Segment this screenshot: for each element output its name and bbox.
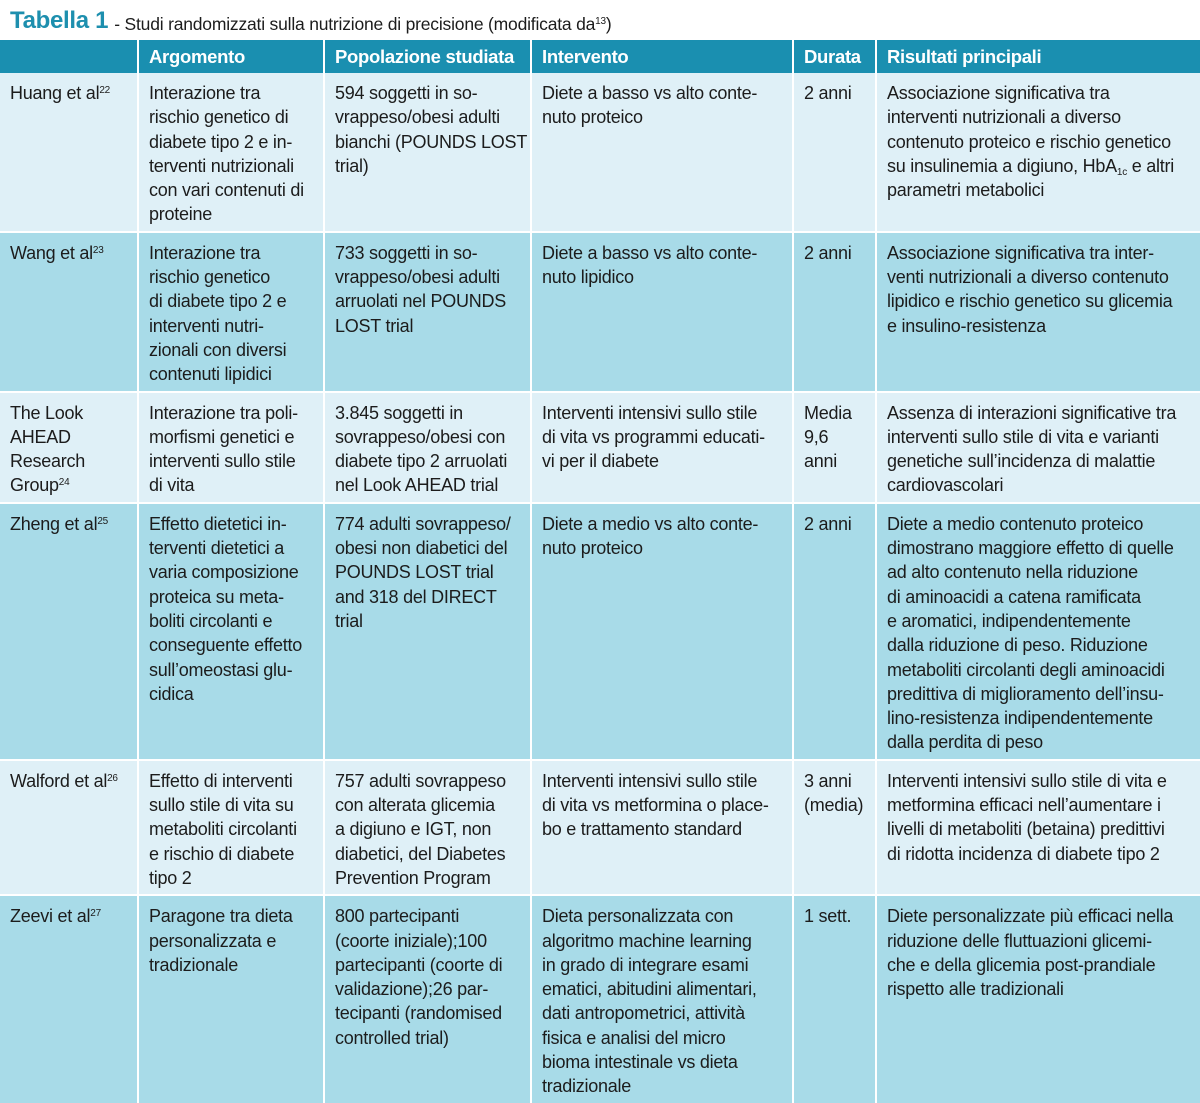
popolazione-line: 774 adulti sovrappeso/ <box>335 513 511 534</box>
risultati-line: su insulinemia a digiuno, HbA$_{1c}$ e altri <box>887 155 1174 178</box>
cell-durata <box>793 232 876 392</box>
popolazione-line: and 318 del DIRECT <box>335 586 497 607</box>
argomento-line: Interazione tra <box>149 242 261 263</box>
risultati-line: contenuto proteico e rischio genetico <box>887 131 1171 152</box>
argomento-line: proteine <box>149 204 213 225</box>
argomento-line: tipo 2 <box>149 867 192 888</box>
popolazione-line: controlled trial) <box>335 1027 449 1048</box>
cell-risultati <box>876 392 1200 503</box>
risultati-line: lipidico e rischio genetico su glicemia <box>887 291 1173 312</box>
risultati-line: dimostrano maggiore effetto di quelle <box>887 538 1174 559</box>
risultati-line: Associazione significativa tra <box>887 83 1110 103</box>
table-row <box>0 73 1200 232</box>
argomento-line: di vita <box>149 475 195 496</box>
intervento-line: di vita vs programmi educati- <box>542 426 765 447</box>
durata-line: 2 anni <box>804 83 852 103</box>
intervento-line: bo e trattamento standard <box>542 819 742 840</box>
study-reference: 25 <box>97 515 108 527</box>
cell-durata <box>793 895 876 1102</box>
cell-intervento <box>531 895 793 1102</box>
intervento-line: Interventi intensivi sullo stile <box>542 402 758 423</box>
cell-popolazione <box>324 73 531 232</box>
risultati-line: parametri metabolici <box>887 180 1045 201</box>
cell-intervento <box>531 73 793 232</box>
risultati-line: dalla perdita di peso <box>887 732 1043 753</box>
study-line: Walford et $al^{26}$ <box>10 770 118 791</box>
popolazione-line: diabetici, del Diabetes <box>335 843 506 864</box>
argomento-line: Effetto dietetici in- <box>149 513 287 534</box>
risultati-line: Interventi intensivi sullo stile di vita e <box>887 770 1167 791</box>
argomento-line: sullo stile di vita su <box>149 795 294 816</box>
header-popolazione: Popolazione studiata <box>324 40 531 73</box>
study-reference: 23 <box>92 244 104 256</box>
intervento-line: ematici, abitudini alimentari, <box>542 979 757 1000</box>
intervento-line: Interventi intensivi sullo stile <box>542 770 758 791</box>
intervento-line: nuto lipidico <box>542 267 634 288</box>
durata-line: 2 anni <box>804 513 852 534</box>
risultati-line: Diete a medio contenuto proteico <box>887 513 1144 534</box>
risultati-line: Associazione significativa tra inter- <box>887 242 1154 263</box>
argomento-line: conseguente effetto <box>149 635 303 656</box>
popolazione-line: trial) <box>335 155 369 176</box>
intervento-line: tradizionale <box>542 1076 632 1097</box>
studies-table <box>0 40 1200 1103</box>
table-row <box>0 760 1200 895</box>
risultati-line: riduzione delle fluttuazioni glicemi- <box>887 930 1152 951</box>
popolazione-line: arruolati nel POUNDS <box>335 291 507 312</box>
intervento-line: vi per il diabete <box>542 451 659 472</box>
cell-intervento <box>531 232 793 392</box>
popolazione-line: 733 soggetti in so- <box>335 242 478 263</box>
header-argomento: Argomento <box>138 40 324 73</box>
intervento-line: Diete a basso vs alto conte- <box>542 242 758 263</box>
intervento-line: dati antropometrici, attività <box>542 1003 745 1024</box>
argomento-line: varia composizione <box>149 562 299 583</box>
cell-risultati <box>876 503 1200 760</box>
cell-durata <box>793 73 876 232</box>
risultati-inline: e altri <box>1126 155 1174 176</box>
cell-popolazione <box>324 760 531 895</box>
risultati-line: metformina efficaci nell’aumentare i <box>887 795 1161 816</box>
argomento-line: morfismi genetici e <box>149 426 295 447</box>
risultati-line: Assenza di interazioni significative tra <box>887 402 1177 423</box>
popolazione-line: nel Look AHEAD trial <box>335 475 499 496</box>
argomento-line: proteica su meta- <box>149 586 284 607</box>
argomento-line: sull’omeostasi glu- <box>149 659 293 680</box>
intervento-line: nuto proteico <box>542 538 643 559</box>
risultati-line: venti nutrizionali a diverso contenuto <box>887 267 1169 288</box>
cell-argomento <box>138 232 324 392</box>
argomento-line: tradizionale <box>149 954 239 975</box>
cell-popolazione <box>324 392 531 503</box>
study-line: Huang et $al^{22}$ <box>10 83 110 103</box>
risultati-line: predittiva di miglioramento dell’insu- <box>887 683 1164 704</box>
study-reference: 22 <box>99 85 110 96</box>
risultati-line: e aromatici, indipendentemente <box>887 610 1131 631</box>
popolazione-line: LOST trial <box>335 315 414 336</box>
popolazione-line: 800 partecipanti <box>335 906 460 927</box>
popolazione-line: Prevention Program <box>335 867 491 888</box>
popolazione-line: diabete tipo 2 arruolati <box>335 451 508 472</box>
intervento-line: nuto proteico <box>542 107 643 128</box>
cell-study <box>0 760 138 895</box>
intervento-line: in grado di integrare esami <box>542 954 749 975</box>
risultati-line: metaboliti circolanti degli aminoacidi <box>887 659 1165 680</box>
study-reference: 27 <box>90 908 101 920</box>
table-label: Tabella 1 <box>10 7 109 34</box>
cell-intervento <box>531 503 793 760</box>
argomento-line: Interazione tra poli- <box>149 402 298 423</box>
intervento-line: algoritmo machine learning <box>542 930 752 951</box>
risultati-line: genetiche sull’incidenza di malattie <box>887 451 1156 472</box>
header-study <box>0 40 138 73</box>
argomento-line: Paragone tra dieta <box>149 906 293 927</box>
header-durata: Durata <box>793 40 876 73</box>
cell-risultati <box>876 760 1200 895</box>
hba1c-subscript: 1c <box>1116 166 1127 178</box>
durata-line: Media <box>804 402 852 423</box>
cell-popolazione <box>324 503 531 760</box>
cell-argomento <box>138 760 324 895</box>
popolazione-line: 594 soggetti in so- <box>335 83 478 103</box>
table-caption <box>0 0 1200 40</box>
argomento-line: e rischio di diabete <box>149 843 295 864</box>
study-line: Research <box>10 451 86 472</box>
argomento-line: terventi dietetici a <box>149 538 285 559</box>
popolazione-line: tecipanti (randomised <box>335 1003 502 1024</box>
argomento-line: terventi nutrizionali <box>149 155 294 176</box>
cell-argomento <box>138 73 324 232</box>
table-row <box>0 895 1200 1102</box>
argomento-line: diabete tipo 2 e in- <box>149 131 293 152</box>
popolazione-line: bianchi (POUNDS LOST <box>335 131 528 152</box>
risultati-line: ad alto contenuto nella riduzione <box>887 562 1138 583</box>
study-line: Group$^{24}$ <box>10 475 70 496</box>
caption-reference: 13 <box>595 16 606 27</box>
argomento-line: interventi nutri- <box>149 315 264 336</box>
popolazione-line: trial <box>335 610 363 631</box>
popolazione-line: obesi non diabetici del <box>335 538 508 559</box>
popolazione-line: 757 adulti sovrappeso <box>335 770 506 791</box>
popolazione-line: con alterata glicemia <box>335 795 495 816</box>
popolazione-line: vrappeso/obesi adulti <box>335 267 500 288</box>
study-line: AHEAD <box>10 426 71 447</box>
argomento-line: Effetto di interventi <box>149 770 293 791</box>
header-row <box>0 40 1200 73</box>
cell-study <box>0 73 138 232</box>
study-line: Zheng et $al^{25}$ <box>10 513 108 534</box>
argomento-line: boliti circolanti e <box>149 610 273 631</box>
risultati-line: Diete personalizzate più efficaci nella <box>887 906 1174 927</box>
intervento-line: bioma intestinale vs dieta <box>542 1051 738 1072</box>
cell-popolazione <box>324 232 531 392</box>
risultati-line: dalla riduzione di peso. Riduzione <box>887 635 1148 656</box>
risultati-line: livelli di metaboliti (betaina) predittivi <box>887 819 1165 840</box>
cell-intervento <box>531 392 793 503</box>
cell-study <box>0 895 138 1102</box>
popolazione-line: validazione);26 par- <box>335 979 489 1000</box>
risultati-line: che e della glicemia post-prandiale <box>887 954 1156 975</box>
argomento-line: metaboliti circolanti <box>149 819 297 840</box>
table-title: - Studi randomizzati sulla nutrizione di precisione (modificata $da^{13}$) <box>114 14 612 34</box>
popolazione-line: (coorte iniziale);100 <box>335 930 487 951</box>
popolazione-line: 3.845 soggetti in <box>335 402 463 423</box>
table-row <box>0 503 1200 760</box>
durata-line: 3 anni <box>804 770 852 791</box>
cell-durata <box>793 503 876 760</box>
risultati-line: cardiovascolari <box>887 475 1004 496</box>
intervento-line: Dieta personalizzata con <box>542 906 734 927</box>
study-line: The Look <box>10 402 84 423</box>
durata-line: 9,6 <box>804 426 829 447</box>
risultati-line: e insulino-resistenza <box>887 315 1046 336</box>
study-reference: 26 <box>107 772 118 784</box>
cell-argomento <box>138 895 324 1102</box>
risultati-line: di aminoacidi a catena ramificata <box>887 586 1141 607</box>
cell-risultati <box>876 895 1200 1102</box>
header-risultati: Risultati principali <box>876 40 1200 73</box>
header-intervento: Intervento <box>531 40 793 73</box>
popolazione-line: partecipanti (coorte di <box>335 954 503 975</box>
argomento-line: interventi sullo stile <box>149 451 296 472</box>
popolazione-line: sovrappeso/obesi con <box>335 426 506 447</box>
argomento-line: contenuti lipidici <box>149 364 272 385</box>
cell-study <box>0 503 138 760</box>
risultati-line: di ridotta incidenza di diabete tipo 2 <box>887 843 1160 864</box>
risultati-line: rispetto alle tradizionali <box>887 979 1064 1000</box>
popolazione-line: a digiuno e IGT, non <box>335 819 492 840</box>
risultati-line: interventi nutrizionali a diverso <box>887 107 1121 128</box>
argomento-line: con vari contenuti di <box>149 180 304 201</box>
study-line: Wang et $al^{23}$ <box>10 242 104 263</box>
argomento-line: di diabete tipo 2 e <box>149 291 287 312</box>
durata-line: 1 sett. <box>804 906 852 927</box>
cell-risultati <box>876 232 1200 392</box>
argomento-line: cidica <box>149 683 194 704</box>
study-line: Zeevi et $al^{27}$ <box>10 906 101 927</box>
table-row <box>0 392 1200 503</box>
durata-line: (media) <box>804 795 864 816</box>
cell-argomento <box>138 392 324 503</box>
intervento-line: Diete a basso vs alto conte- <box>542 83 758 103</box>
risultati-line: interventi sullo stile di vita e varianti <box>887 426 1159 447</box>
argomento-line: Interazione tra <box>149 83 261 103</box>
cell-popolazione <box>324 895 531 1102</box>
popolazione-line: POUNDS LOST trial <box>335 562 494 583</box>
intervento-line: Diete a medio vs alto conte- <box>542 513 759 534</box>
argomento-line: rischio genetico di <box>149 107 289 128</box>
cell-study <box>0 392 138 503</box>
cell-durata <box>793 392 876 503</box>
argomento-line: rischio genetico <box>149 267 271 288</box>
intervento-line: di vita vs metformina o place- <box>542 795 769 816</box>
popolazione-line: vrappeso/obesi adulti <box>335 107 500 128</box>
intervento-line: fisica e analisi del micro <box>542 1027 726 1048</box>
study-reference: 24 <box>58 477 70 489</box>
durata-line: anni <box>804 451 838 472</box>
cell-study <box>0 232 138 392</box>
risultati-line: lino-resistenza indipendentemente <box>887 708 1153 729</box>
argomento-line: personalizzata e <box>149 930 277 951</box>
durata-line: 2 anni <box>804 242 852 263</box>
argomento-line: zionali con diversi <box>149 339 287 360</box>
table-row <box>0 232 1200 392</box>
cell-durata <box>793 760 876 895</box>
cell-argomento <box>138 503 324 760</box>
cell-risultati <box>876 73 1200 232</box>
cell-intervento <box>531 760 793 895</box>
